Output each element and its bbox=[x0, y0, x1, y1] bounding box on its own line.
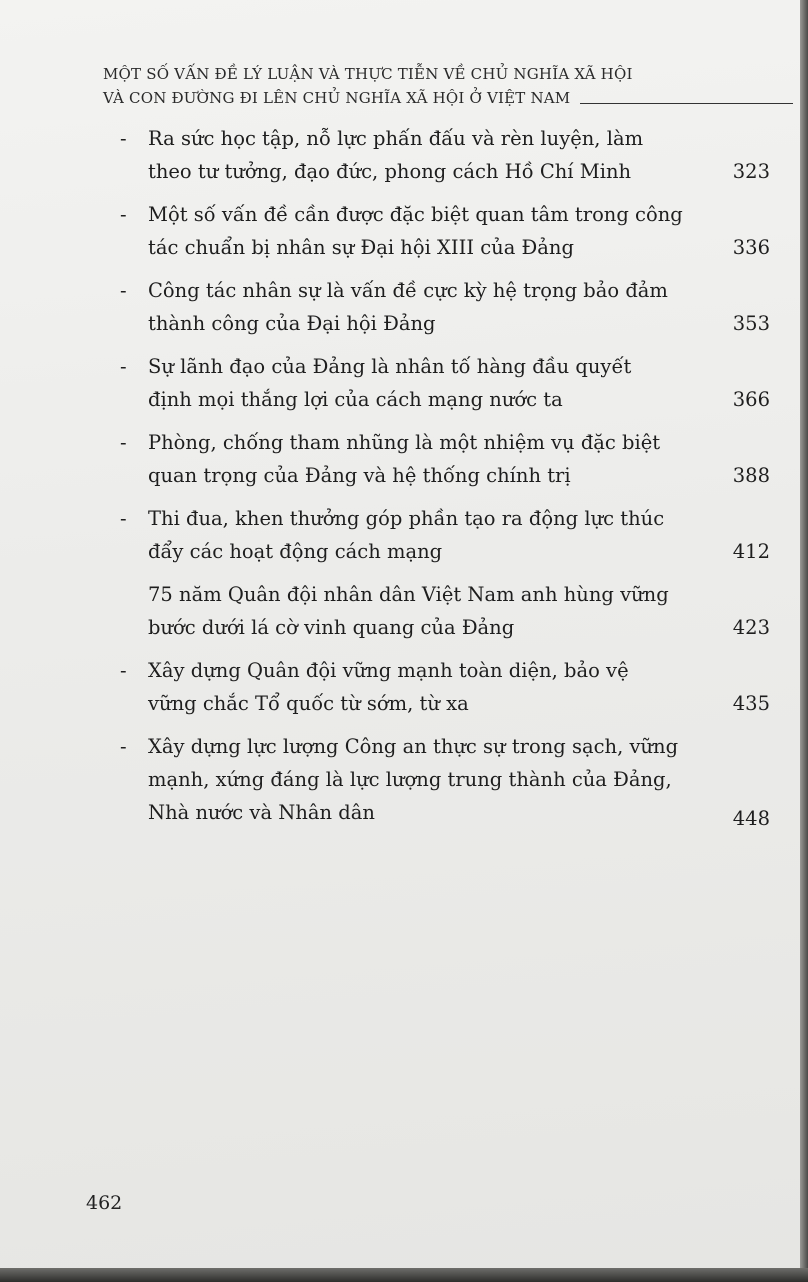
entry-title-line: mạnh, xứng đáng là lực lượng trung thành của Đảng, bbox=[148, 768, 672, 791]
running-head-rule bbox=[580, 103, 793, 104]
entry-title bbox=[148, 198, 688, 264]
entry-dash: - bbox=[120, 279, 127, 302]
entry-page-number: 388 bbox=[732, 464, 770, 487]
toc-entry bbox=[120, 654, 772, 720]
entry-title-line: Công tác nhân sự là vấn đề cực kỳ hệ trọng bảo đảm bbox=[148, 279, 668, 302]
entry-title bbox=[148, 654, 688, 720]
toc-entry bbox=[120, 730, 772, 830]
entry-dash: - bbox=[120, 203, 127, 226]
entry-title bbox=[148, 274, 688, 340]
entry-title-line: theo tư tưởng, đạo đức, phong cách Hồ Chí Minh bbox=[148, 160, 632, 183]
toc-entry bbox=[120, 122, 772, 188]
entry-page-number: 448 bbox=[732, 807, 770, 830]
entry-title-line: bước dưới lá cờ vinh quang của Đảng bbox=[148, 616, 515, 639]
entry-title-line: Một số vấn đề cần được đặc biệt quan tâm trong công bbox=[148, 203, 683, 226]
entry-title bbox=[148, 502, 688, 568]
entry-page-number: 336 bbox=[732, 236, 770, 259]
toc-entry bbox=[120, 502, 772, 568]
entry-title bbox=[148, 350, 688, 416]
entry-title-line: Xây dựng lực lượng Công an thực sự trong sạch, vững bbox=[148, 735, 679, 758]
entry-title-line: 75 năm Quân đội nhân dân Việt Nam anh hùng vững bbox=[148, 583, 669, 606]
entry-page-number: 412 bbox=[732, 540, 770, 563]
entry-dash: - bbox=[120, 127, 127, 150]
entry-dash: - bbox=[120, 507, 127, 530]
entry-title-line: vững chắc Tổ quốc từ sớm, từ xa bbox=[148, 692, 469, 715]
entry-page-number: 423 bbox=[732, 616, 770, 639]
entry-title-line: Nhà nước và Nhân dân bbox=[148, 801, 375, 824]
entry-title-line: tác chuẩn bị nhân sự Đại hội XIII của Đảng bbox=[148, 236, 574, 259]
entry-title-line: Phòng, chống tham nhũng là một nhiệm vụ đặc biệt bbox=[148, 431, 661, 454]
entry-title-line: Sự lãnh đạo của Đảng là nhân tố hàng đầu quyết bbox=[148, 355, 632, 378]
toc-entry bbox=[120, 198, 772, 264]
entry-page-number: 435 bbox=[732, 692, 770, 715]
toc-entry bbox=[120, 274, 772, 340]
entry-title-line: đẩy các hoạt động cách mạng bbox=[148, 540, 443, 563]
toc-entry bbox=[120, 426, 772, 492]
entry-title-line: Thi đua, khen thưởng góp phần tạo ra động lực thúc bbox=[148, 507, 665, 530]
entry-title-line: thành công của Đại hội Đảng bbox=[148, 312, 436, 335]
entry-page-number: 353 bbox=[732, 312, 770, 335]
page-folio: 462 bbox=[86, 1192, 123, 1214]
entry-title bbox=[148, 730, 688, 829]
entry-page-number: 366 bbox=[732, 388, 770, 411]
entry-title bbox=[148, 122, 688, 188]
entry-page-number: 323 bbox=[732, 160, 770, 183]
page-bottom-shadow bbox=[0, 1268, 808, 1282]
toc-entry bbox=[120, 350, 772, 416]
running-head-line-2: VÀ CON ĐƯỜNG ĐI LÊN CHỦ NGHĨA XÃ HỘI Ở VIỆT NAM bbox=[103, 89, 571, 107]
entry-dash: - bbox=[120, 431, 127, 454]
running-head bbox=[103, 62, 793, 110]
running-head-line-1: MỘT SỐ VẤN ĐỀ LÝ LUẬN VÀ THỰC TIỄN VỀ CHỦ NGHĨA XÃ HỘI bbox=[103, 65, 633, 83]
entry-dash: - bbox=[120, 355, 127, 378]
page-edge-shadow bbox=[800, 0, 808, 1282]
entry-dash: - bbox=[120, 735, 127, 758]
entry-title-line: Xây dựng Quân đội vững mạnh toàn diện, bảo vệ bbox=[148, 659, 629, 682]
entry-title-line: định mọi thắng lợi của cách mạng nước ta bbox=[148, 388, 563, 411]
entry-dash: - bbox=[120, 659, 127, 682]
entry-title bbox=[148, 578, 688, 644]
entry-title-line: quan trọng của Đảng và hệ thống chính trị bbox=[148, 464, 571, 487]
toc-entry bbox=[120, 578, 772, 644]
entry-title bbox=[148, 426, 688, 492]
entry-title-line: Ra sức học tập, nỗ lực phấn đấu và rèn luyện, làm bbox=[148, 127, 644, 150]
